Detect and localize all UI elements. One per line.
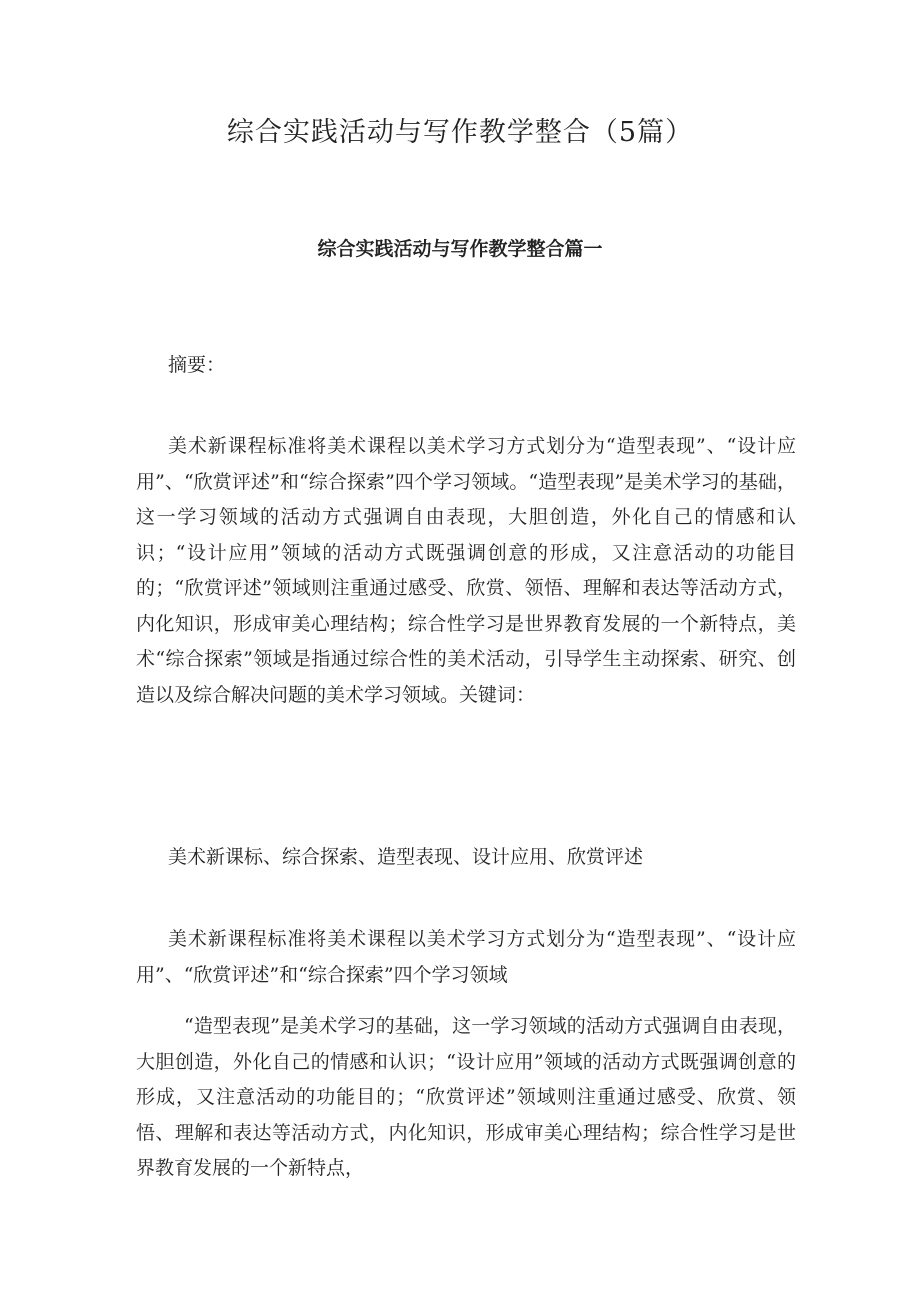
keywords-line: 美术新课标、综合探索、造型表现、设计应用、欣赏评述 [168,846,644,868]
abstract-label: 摘要： [168,354,226,376]
body-paragraph: 美术新课程标准将美术课程以美术学习方式划分为“造型表现”、“设计应用”、“欣赏评述”和“综合探索”四个学习领域 [136,928,796,986]
section-title: 综合实践活动与写作教学整合篇一 [317,238,603,260]
body-paragraph: “造型表现”是美术学习的基础，这一学习领域的活动方式强调自由表现，大胆创造，外化自己的情感和认识；“设计应用”领域的活动方式既强调创意的形成，又注意活动的功能目的；“欣赏评述”领域则注重通过感受、欣赏、领悟、理解和表达等活动方式，内化知识，形成审美心理结构；综合性学习是世界教育发展的一个新特点， [136,1015,796,1179]
abstract-paragraph: 美术新课程标准将美术课程以美术学习方式划分为“造型表现”、“设计应用”、“欣赏评述”和“综合探索”四个学习领域。“造型表现”是美术学习的基础，这一学习领域的活动方式强调自由表现，大胆创造，外化自己的情感和认识；“设计应用”领域的活动方式既强调创意的形成，又注意活动的功能目的；“欣赏评述”领域则注重通过感受、欣赏、领悟、理解和表达等活动方式，内化知识，形成审美心理结构；综合性学习是世界教育发展的一个新特点，美术“综合探索”领域是指通过综合性的美术活动，引导学生主动探索、研究、创造以及综合解决问题的美术学习领域。关键词： [136,435,796,706]
document-title: 综合实践活动与写作教学整合（5篇） [226,117,694,148]
